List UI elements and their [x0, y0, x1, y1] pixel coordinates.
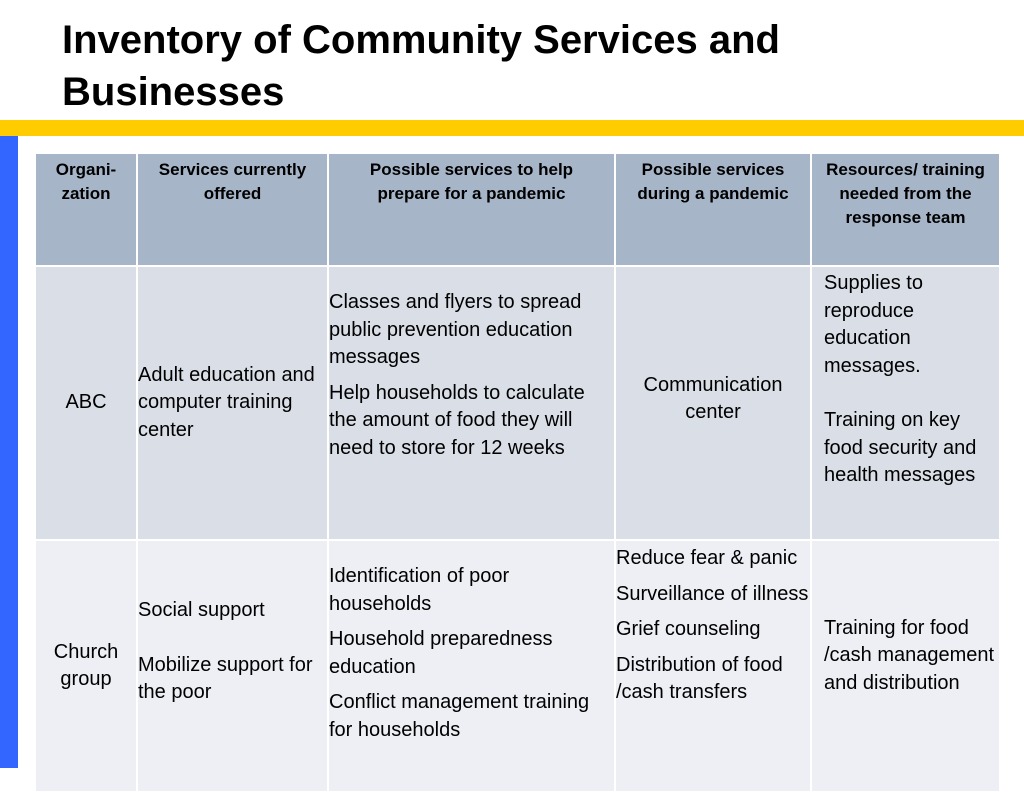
table-header-row	[35, 153, 1000, 266]
slide-title-line-1: Inventory of Community Services and	[62, 18, 780, 62]
table-row	[35, 266, 1000, 540]
service-during-item: Distribution of food /cash transfers	[616, 653, 783, 703]
cell-resources-abc	[811, 266, 1000, 540]
service-current-item: Mobilize support for the poor	[138, 653, 313, 704]
header-services-current: Services currently offered	[137, 153, 328, 266]
cell-during-church	[615, 540, 811, 792]
slide-title-line-2: Businesses	[62, 70, 285, 114]
cell-prepare-abc	[328, 266, 615, 540]
blue-accent-bar	[0, 136, 18, 768]
org-name: ABC	[65, 391, 107, 414]
cell-prepare-church	[328, 540, 615, 792]
cell-current-abc	[137, 266, 328, 540]
resource-item: Training for food /cash management and distribution	[824, 616, 995, 694]
resource-item: Training on key food security and health messages	[824, 409, 977, 486]
service-during-item: Surveillance of illness	[616, 582, 809, 605]
service-prepare-item: Identification of poor households	[329, 565, 510, 615]
yellow-accent-bar	[0, 120, 1024, 136]
org-name: Church group	[53, 640, 119, 690]
service-prepare-item: Household preparedness education	[329, 628, 553, 678]
header-services-during: Possible services during a pandemic	[615, 153, 811, 266]
cell-resources-church	[811, 540, 1000, 792]
service-during-item: Grief counseling	[616, 618, 761, 640]
service-prepare-item: Classes and flyers to spread public prevention education messages	[329, 291, 582, 368]
header-organization: Organi-zation	[35, 153, 137, 266]
service-current-item: Social support	[138, 599, 265, 622]
header-resources: Resources/ training needed from the response team	[811, 153, 1000, 266]
cell-org-abc	[35, 266, 137, 540]
table-row	[35, 540, 1000, 792]
service-current: Adult education and computer training center	[138, 363, 315, 441]
service-during-item: Reduce fear & panic	[616, 547, 798, 569]
service-prepare-item: Help households to calculate the amount of food they will need to store for 12 weeks	[329, 381, 585, 459]
inventory-table	[34, 152, 1001, 793]
slide-title	[62, 14, 962, 118]
service-prepare-item: Conflict management training for households	[329, 691, 590, 741]
header-services-prepare: Possible services to help prepare for a pandemic	[328, 153, 615, 266]
cell-during-abc	[615, 266, 811, 540]
service-during: Communication center	[643, 373, 783, 423]
cell-current-church	[137, 540, 328, 792]
resource-item: Supplies to reproduce education messages.	[824, 272, 923, 377]
cell-org-church	[35, 540, 137, 792]
